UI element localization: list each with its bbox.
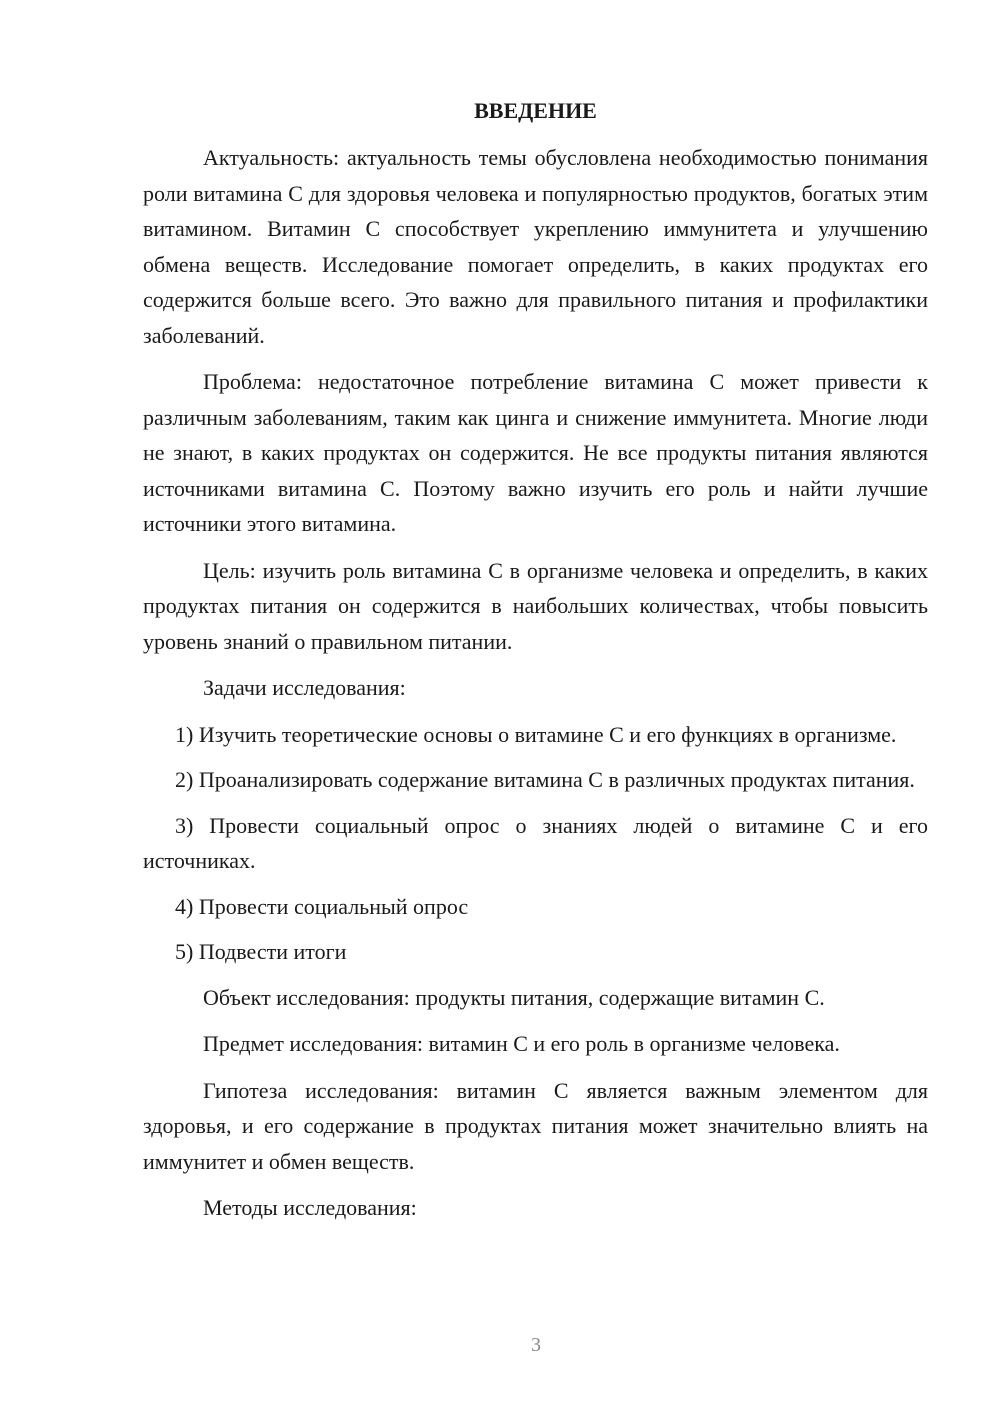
- task-item-4: 4) Провести социальный опрос: [175, 893, 469, 919]
- subject-paragraph: Предмет исследования: витамин С и его роль в организме человека.: [203, 1031, 840, 1056]
- task-item-5: 5) Подвести итоги: [175, 939, 347, 964]
- object-paragraph: Объект исследования: продукты питания, содержащие витамин С.: [203, 984, 825, 1010]
- tasks-title: Задачи исследования:: [203, 675, 406, 700]
- task-item-1: 1) Изучить теоретические основы о витамине С и его функциях в организме.: [175, 721, 897, 747]
- relevance-paragraph: Актуальность: актуальность темы обусловлена необходимостью понимания роли витамина С для здоровья человека и популярностью продуктов, богатых этим витамином. Витамин С способствует укреплению иммунитета и улучшению обмена веществ. Исследование помогает определить, в каких продуктах его содержится больше всего. Это важно для правильного питания и профилактики заболеваний.: [143, 145, 928, 348]
- problem-paragraph: Проблема: недостаточное потребление витамина С может привести к различным заболеваниям, таким как цинга и снижение иммунитета. Многие люди не знают, в каких продуктах он содержится. Не все продукты питания являются источниками витамина С. Поэтому важно изучить его роль и найти лучшие источники этого витамина.: [143, 369, 928, 536]
- task-item-2: 2) Проанализировать содержание витамина С в различных продуктах питания.: [175, 767, 915, 792]
- section-heading: ВВЕДЕНИЕ: [474, 98, 597, 123]
- page-content: [143, 94, 928, 1237]
- methods-paragraph: Методы исследования:: [203, 1195, 417, 1220]
- page-number: 3: [531, 1334, 541, 1356]
- task-item-3: 3) Провести социальный опрос о знаниях людей о витамине С и его источниках.: [143, 812, 928, 873]
- goal-paragraph: Цель: изучить роль витамина С в организме человека и определить, в каких продуктах питания он содержится в наибольших количествах, чтобы повысить уровень знаний о правильном питании.: [143, 557, 928, 654]
- hypothesis-paragraph: Гипотеза исследования: витамин С является важным элементом для здоровья, и его содержание в продуктах питания может значительно влиять на иммунитет и обмен веществ.: [143, 1077, 928, 1174]
